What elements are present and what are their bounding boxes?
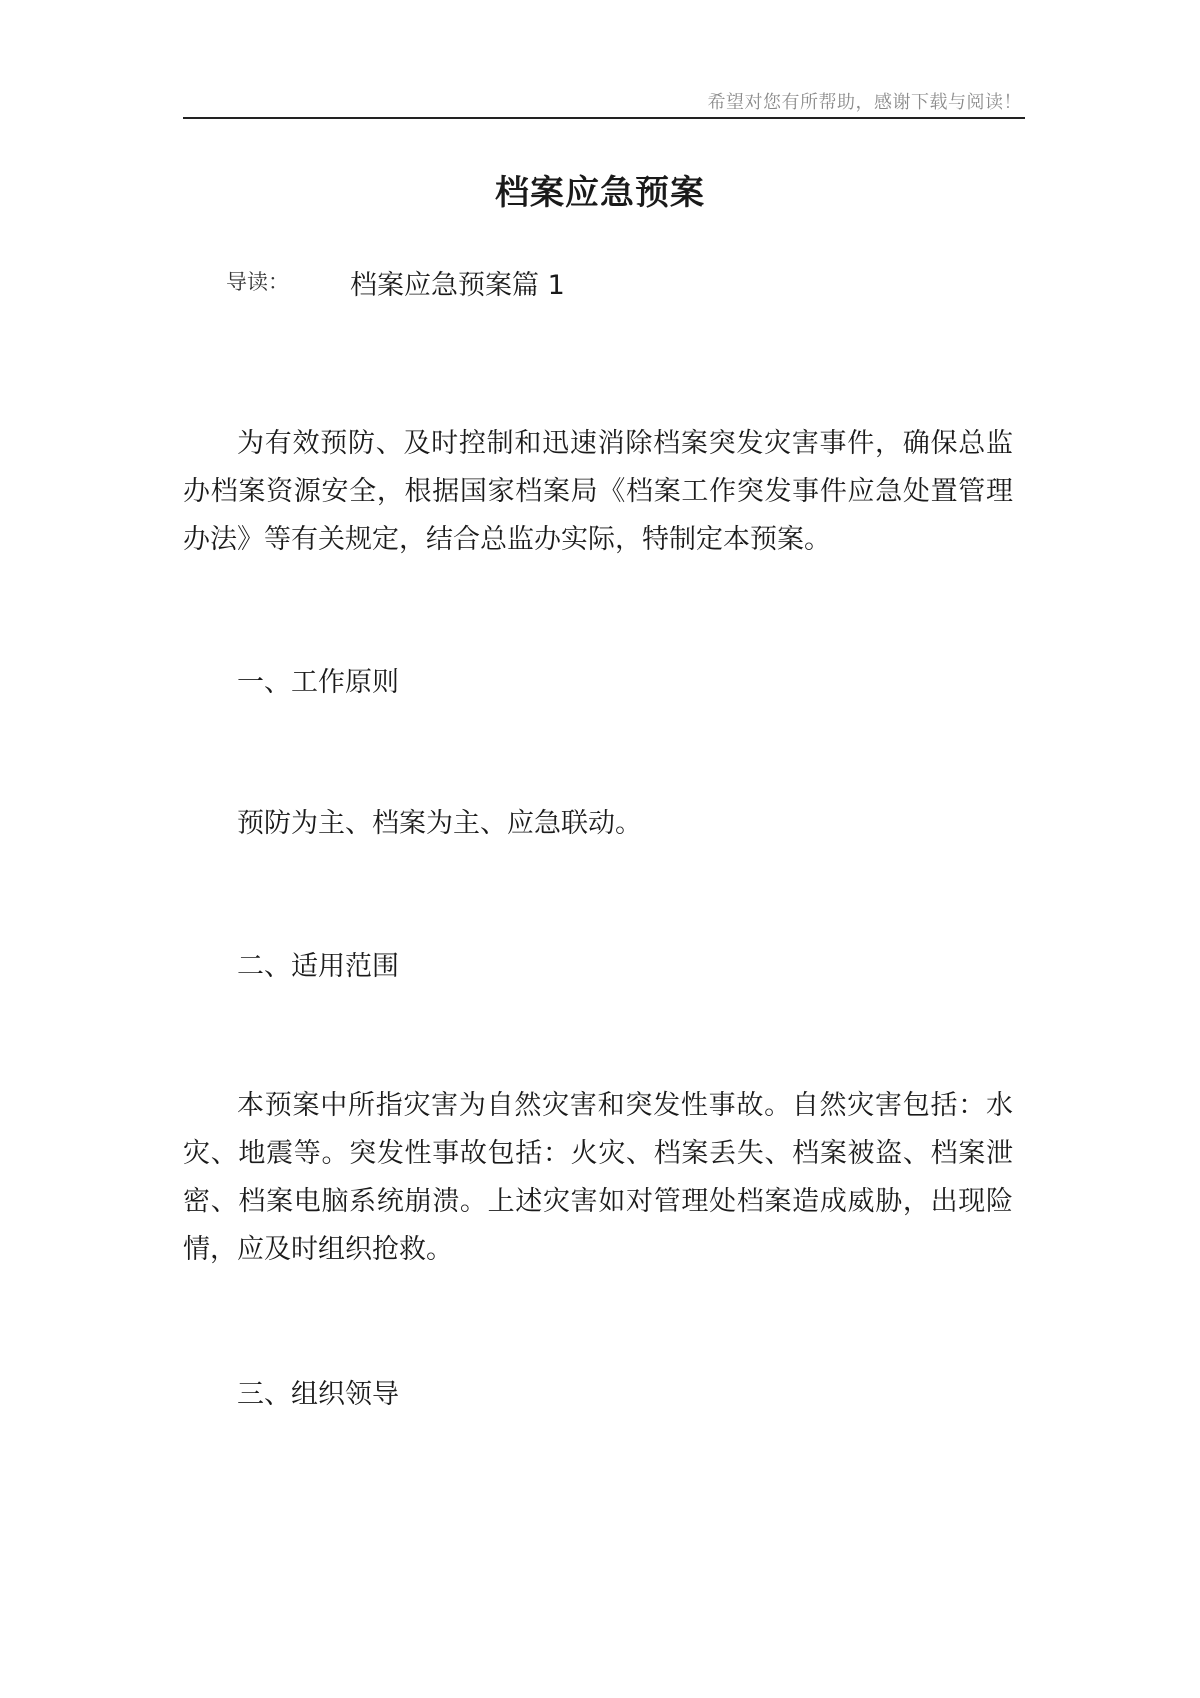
intro-label: 导读： (226, 270, 289, 294)
section-heading-scope: 二、适用范围 (237, 951, 399, 982)
section-heading-principles: 一、工作原则 (237, 667, 399, 698)
intro-line (226, 266, 565, 301)
intro-reference: 档案应急预案篇 1 (350, 270, 565, 301)
paragraph-principles: 预防为主、档案为主、应急联动。 (237, 808, 642, 839)
document-title: 档案应急预案 (495, 173, 705, 213)
header-note: 希望对您有所帮助，感谢下载与阅读！ (707, 92, 1022, 113)
paragraph-purpose: 为有效预防、及时控制和迅速消除档案突发灾害事件，确保总监办档案资源安全，根据国家档案局《档案工作突发事件应急处置管理办法》等有关规定，结合总监办实际，特制定本预案。 (183, 428, 1013, 555)
paragraph-scope: 本预案中所指灾害为自然灾害和突发性事故。自然灾害包括：水灾、地震等。突发性事故包括：火灾、档案丢失、档案被盗、档案泄密、档案电脑系统崩溃。上述灾害如对管理处档案造成威胁，出现险情，应及时组织抢救。 (183, 1090, 1013, 1265)
section-heading-organization: 三、组织领导 (237, 1379, 399, 1410)
header-divider (183, 117, 1025, 119)
